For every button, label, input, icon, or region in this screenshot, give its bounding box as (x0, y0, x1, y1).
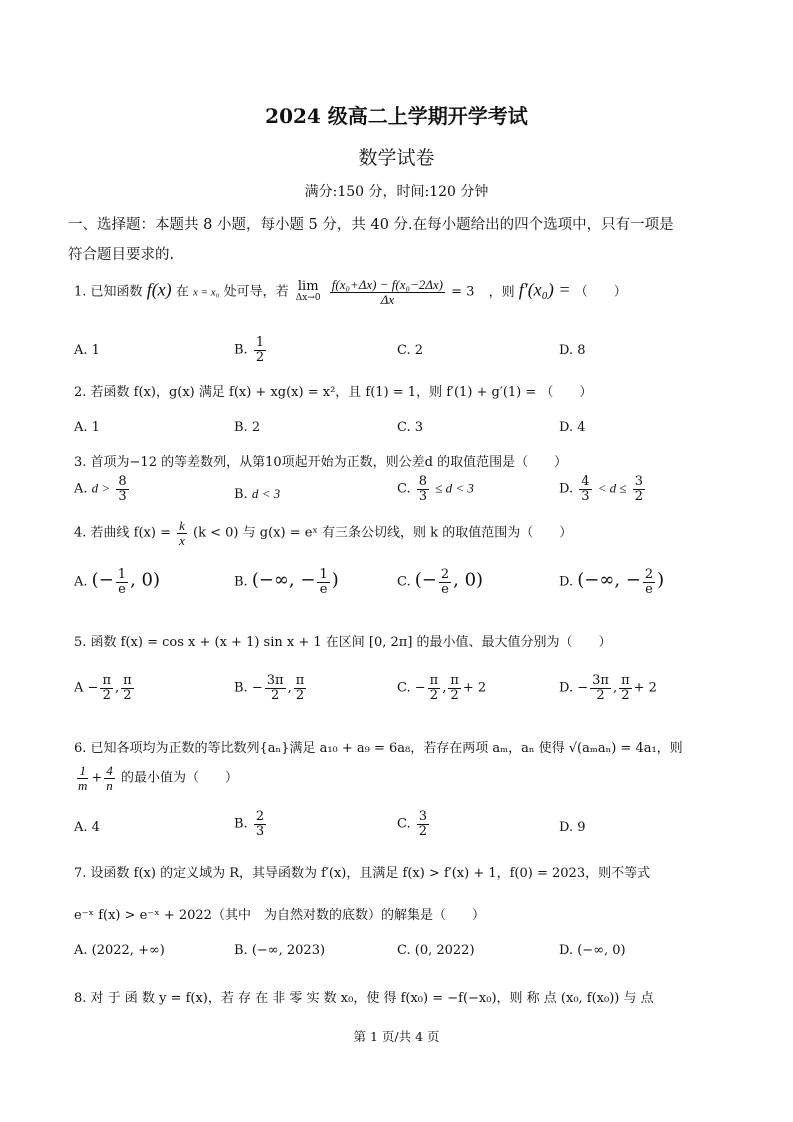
q4-k: k (179, 518, 185, 533)
q4-b-den: e (319, 581, 328, 597)
q4-a-pre: (− (91, 569, 114, 591)
exam-title: 2024 级高二上学期开学考试 (265, 104, 528, 128)
q1-ask: f′(x₀) = (518, 279, 571, 300)
question-8: 8. 对 于 函 数 y = f(x)，若 存 在 非 零 实 数 x₀，使 得 f(x₀) = −f(−x₀)，则 称 点 (x₀, f(x₀)) 与 点 (74, 991, 654, 1006)
q6-d2: n (106, 777, 113, 793)
q1-option-a: A. 1 (74, 343, 100, 358)
q5-b-n1: 3π (266, 673, 284, 688)
q7-option-d: D. (−∞, 0) (559, 943, 626, 958)
q4-b-label: B. (234, 574, 248, 590)
q4-option-a (74, 568, 160, 596)
q1-fx: f(x) (146, 279, 172, 300)
q4-pre: 4. 若曲线 f(x) = (74, 525, 171, 541)
q3-c-den: 3 (418, 488, 428, 504)
q3-d-den2: 2 (634, 488, 643, 504)
q4-option-d (559, 568, 664, 596)
section1-line1: 一、选择题：本题共 8 小题，每小题 5 分，共 40 分.在每小题给出的四个选项中，只有一项是 (68, 217, 674, 233)
q5-option-c (397, 674, 486, 702)
q3-c-post: ≤ d < 3 (435, 480, 474, 496)
q5-d-d2: 2 (621, 687, 630, 703)
q3-a-num: 8 (118, 474, 127, 489)
q5-option-d (559, 674, 657, 702)
question-5: 5. 函数 f(x) = cos x + (x + 1) sin x + 1 在区间 [0, 2π] 的最小值、最大值分别为（ ） (74, 635, 612, 650)
q5-b-comma: , (287, 680, 292, 696)
q6-line2-post: 的最小值为（ ） (120, 770, 238, 786)
q3-option-a (74, 475, 131, 503)
q1-mid: 处可导，若 (223, 284, 289, 300)
q3-d-num1: 4 (581, 474, 590, 489)
q3-option-c (397, 475, 474, 503)
question-6-line1: 6. 已知各项均为正数的等比数列{aₙ}满足 a₁₀ + a₉ = 6a₈，若存在两项 aₘ，aₙ 使得 √(aₘaₙ) = 4a₁，则 (74, 741, 683, 756)
q7-option-a: A. (2022, +∞) (74, 943, 165, 958)
q1-numerator: f(x₀+Δx) − f(x₀−2Δx) (331, 277, 444, 292)
q5-c-d1: 2 (429, 687, 439, 703)
q1-lim: lim (297, 279, 319, 295)
q4-d-num: 2 (644, 567, 654, 582)
q3-d-label: D. (559, 481, 574, 497)
q4-d-pre: (−∞, − (577, 569, 641, 591)
q1-b-den: 2 (255, 349, 265, 365)
q1-paren: （ ） (574, 284, 627, 300)
q4-d-post: ) (657, 569, 665, 591)
q4-post: (k < 0) 与 g(x) = eˣ 有三条公切线，则 k 的取值范围为（ ） (193, 525, 573, 541)
q3-d-den1: 3 (581, 488, 590, 504)
q6-b-label: B. (234, 816, 248, 832)
q5-c-d2: 2 (450, 687, 459, 703)
q3-option-d (559, 475, 647, 503)
q5-a-comma: , (114, 680, 120, 696)
q7-option-b: B. (−∞, 2023) (234, 943, 326, 958)
question-7-line2: e⁻ˣ f(x) > e⁻ˣ + 2022（其中 为自然对数的底数）的解集是（ ） (74, 908, 485, 923)
q6-b-den: 3 (255, 823, 265, 839)
q5-a-n2: π (123, 673, 132, 688)
question-2: 2. 若函数 f(x)，g(x) 满足 f(x) + xg(x) = x²，且 f(1) = 1，则 f′(1) + g′(1) = （ ） (74, 385, 593, 400)
q5-d-comma: , (612, 680, 618, 696)
q4-a-num: 1 (117, 567, 127, 582)
q4-d-den: e (645, 581, 653, 597)
q1-b-num: 1 (255, 335, 265, 350)
q5-option-b (234, 674, 308, 702)
q5-b-d2: 2 (295, 687, 305, 703)
q6-d1: m (78, 777, 88, 793)
q3-a-pre: d > (91, 480, 111, 496)
q1-denominator: Δx (380, 291, 395, 307)
q6-b-num: 2 (255, 809, 265, 824)
q4-c-label: C. (397, 574, 411, 590)
q4-d-label: D. (559, 574, 574, 590)
q6-c-label: C. (397, 816, 411, 832)
q1-pre: 1. 已知函数 (74, 284, 143, 300)
question-7-line1: 7. 设函数 f(x) 的定义域为 R，其导函数为 f′(x)，且满足 f(x) > f′(x) + 1，f(0) = 2023，则不等式 (74, 866, 651, 881)
q4-c-num: 2 (440, 567, 450, 582)
q3-b-value: d < 3 (251, 486, 281, 501)
q5-b-label: B. (234, 680, 248, 696)
q5-d-n1: 3π (592, 673, 609, 688)
q4-b-pre: (−∞, − (251, 569, 316, 591)
q3-d-mid: < d ≤ (597, 480, 627, 496)
q6-n1: 1 (79, 763, 86, 778)
q5-d-minus: − (577, 680, 589, 696)
q4-option-b (234, 568, 339, 596)
q1-at: 在 (175, 284, 189, 300)
q2-option-c: C. 3 (397, 420, 424, 435)
q5-c-n1: π (429, 673, 439, 688)
q6-option-b (234, 810, 268, 838)
q1-option-d: D. 8 (559, 343, 586, 358)
exam-subtitle: 数学试卷 (358, 147, 435, 169)
q4-a-den: e (118, 581, 126, 597)
question-3: 3. 首项为−12 的等差数列，从第10项起开始为正数，则公差d 的取值范围是（ ） (74, 455, 568, 470)
q1-option-c: C. 2 (397, 343, 424, 358)
q5-a-label: A (74, 680, 84, 696)
q3-c-num: 8 (418, 474, 428, 489)
q3-a-label: A. (74, 481, 88, 497)
q2-option-a: A. 1 (74, 420, 100, 435)
q5-a-n1: π (102, 673, 111, 688)
q4-b-post: ) (331, 569, 339, 591)
page-footer: 第 1 页/共 4 页 (353, 1029, 440, 1044)
q5-b-minus: − (251, 680, 263, 696)
q6-c-den: 2 (418, 823, 428, 839)
q5-c-label: C. (397, 680, 411, 696)
q5-c-minus: − (414, 680, 426, 696)
q5-c-plus2: + 2 (462, 680, 487, 696)
q5-option-a (74, 674, 136, 702)
q6-option-d: D. 9 (559, 820, 586, 835)
q6-option-a: A. 4 (74, 820, 100, 835)
q5-d-label: D. (559, 680, 574, 696)
q7-option-c: C. (0, 2022) (397, 943, 475, 958)
q1-lim-sub: Δx→0 (295, 293, 321, 304)
q3-option-b (234, 486, 280, 502)
question-6-line2 (74, 764, 238, 792)
q1-then: ，则 (488, 284, 515, 300)
q1-x0: x = x₀ (192, 286, 220, 299)
q6-option-c (397, 810, 431, 838)
q5-d-plus2: + 2 (633, 680, 657, 696)
q3-a-den: 3 (118, 488, 127, 504)
q4-c-pre: (− (414, 569, 437, 591)
question-1 (74, 278, 627, 306)
q1-eq3: = 3 (451, 284, 475, 300)
score-time-line: 满分:150 分，时间:120 分钟 (304, 184, 489, 200)
q2-option-b: B. 2 (234, 420, 261, 435)
q2-option-d: D. 4 (559, 420, 586, 435)
q5-a-minus: − (87, 680, 99, 696)
q4-c-post: , 0) (453, 569, 484, 591)
q5-a-d2: 2 (123, 687, 132, 703)
q3-b-label: B. (234, 487, 248, 502)
q4-a-post: , 0) (130, 569, 160, 591)
q6-plus: + (91, 770, 103, 786)
q1-option-b-label: B. (234, 342, 248, 358)
question-4 (74, 519, 572, 547)
q5-b-d1: 2 (271, 687, 280, 703)
q5-c-n2: π (450, 673, 459, 688)
q5-d-d1: 2 (596, 687, 605, 703)
section1-line2: 符合题目要求的. (68, 247, 175, 263)
q4-option-c (397, 568, 483, 596)
q3-c-label: C. (397, 481, 411, 497)
q4-a-label: A. (74, 574, 88, 590)
q5-a-d1: 2 (102, 687, 111, 703)
q5-d-n2: π (621, 673, 630, 688)
q1-option-b (234, 336, 268, 364)
q4-c-den: e (441, 581, 449, 597)
q4-x: x (179, 532, 185, 548)
q5-c-comma: , (442, 680, 447, 696)
q6-c-num: 3 (418, 809, 428, 824)
q4-b-num: 1 (319, 567, 328, 582)
q3-d-num2: 3 (634, 474, 643, 489)
q6-n2: 4 (106, 763, 113, 778)
q5-b-n2: π (295, 673, 305, 688)
